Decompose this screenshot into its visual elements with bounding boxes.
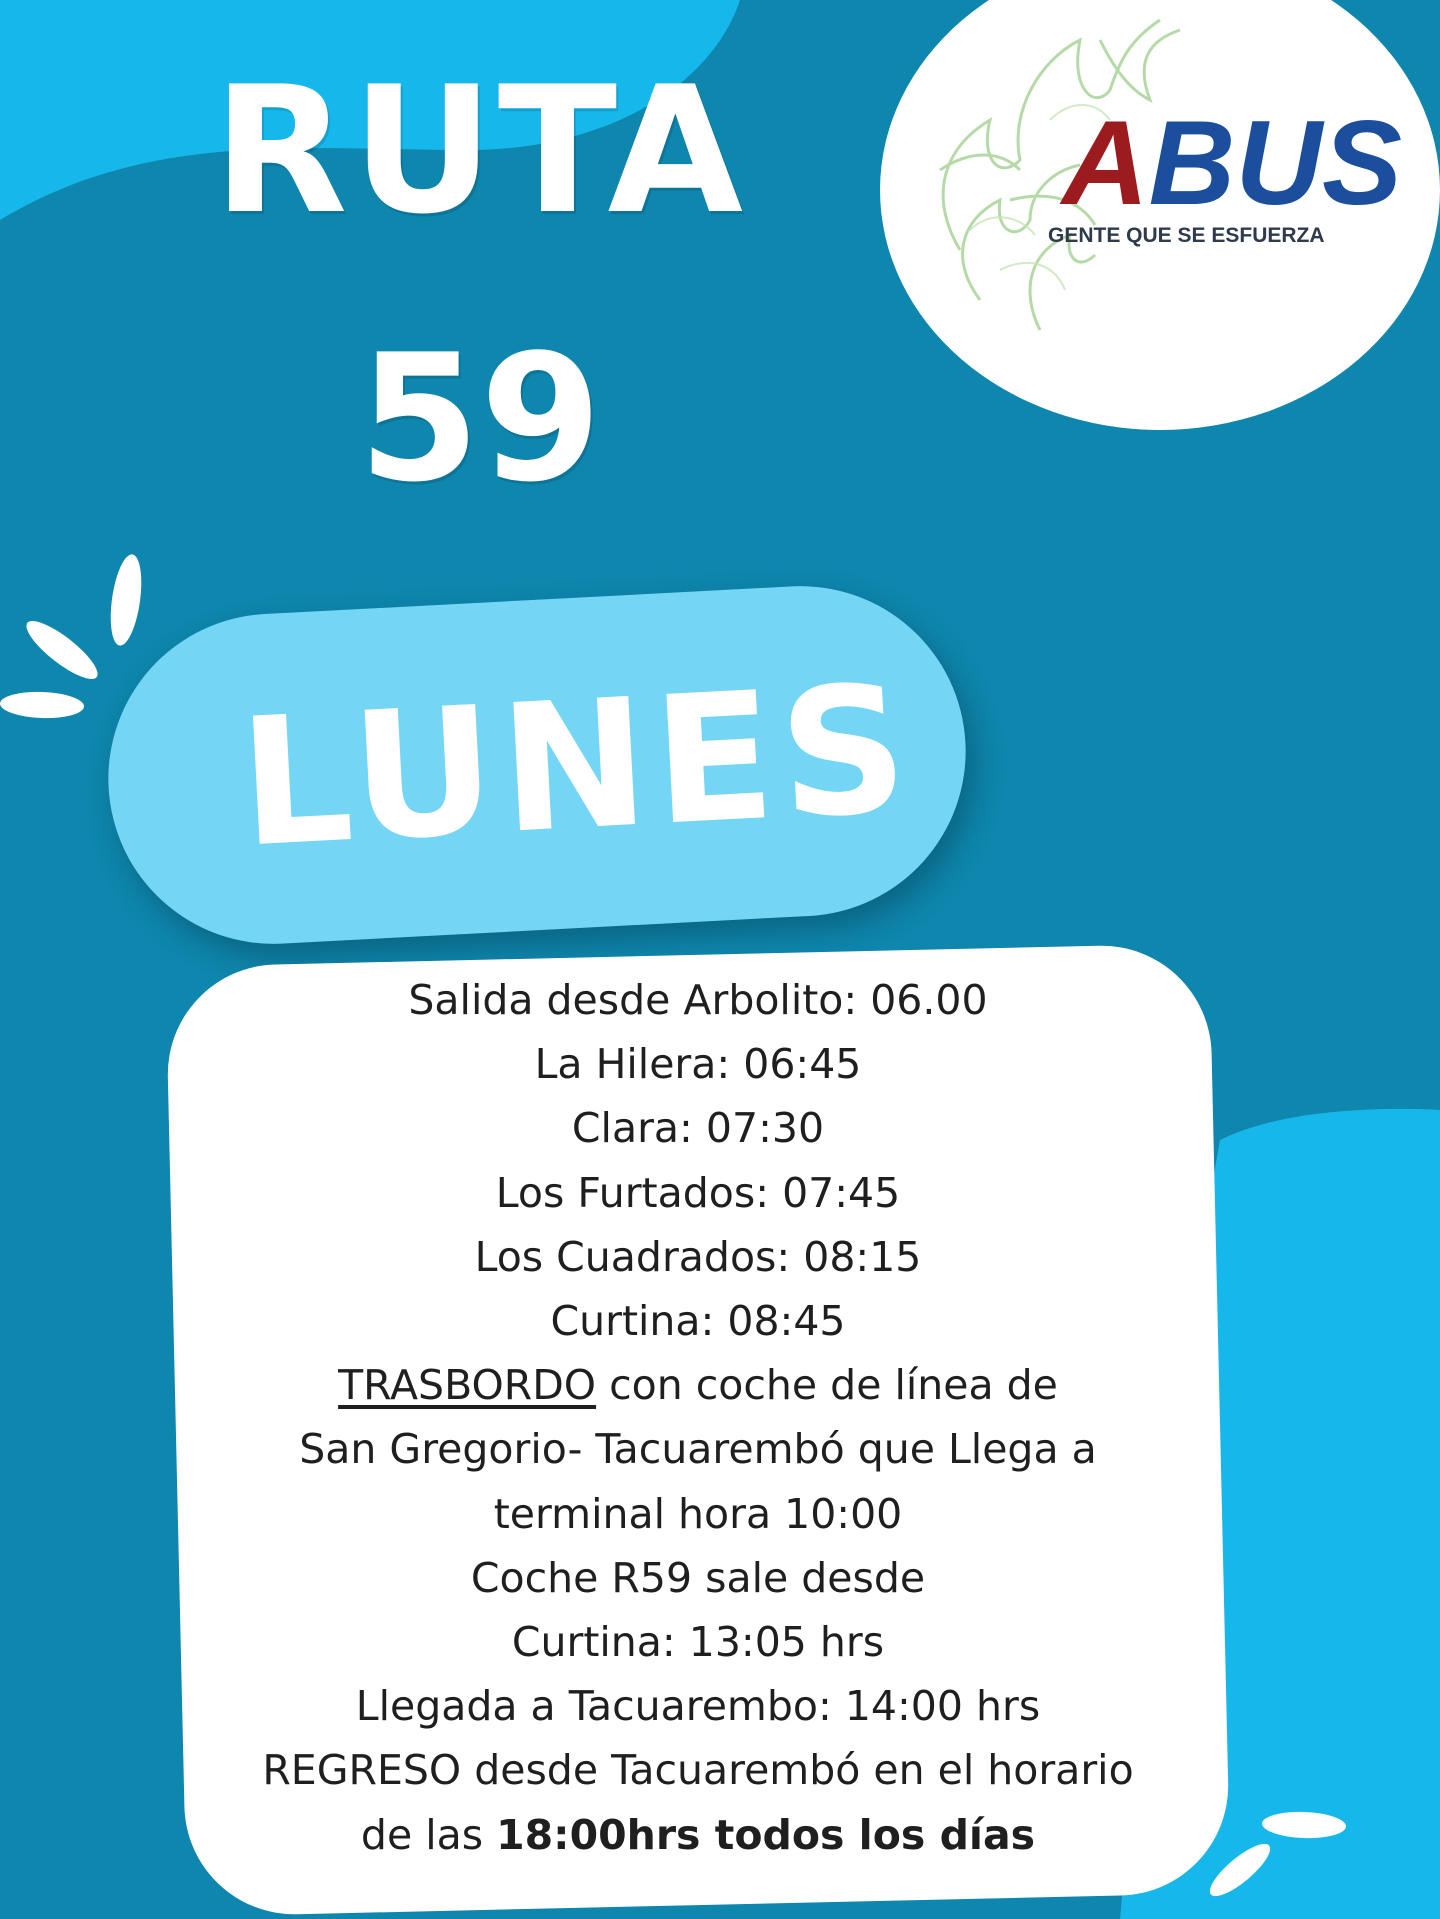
schedule-line: Curtina: 13:05 hrs <box>511 1618 885 1667</box>
brand-tagline: GENTE QUE SE ESFUERZA <box>1048 224 1325 247</box>
schedule-line: Coche R59 sale desde <box>470 1553 926 1602</box>
route-title: RUTA <box>212 50 748 253</box>
return-time-highlight: 18:00hrs todos los días <box>496 1810 1036 1859</box>
return-prefix: de las <box>360 1810 497 1859</box>
sparkle-left-icon <box>0 552 146 719</box>
schedule-line: San Gregorio- Tacuarembó que Llega a <box>299 1425 1097 1474</box>
transfer-line <box>176 1353 1220 1417</box>
transfer-text: con coche de línea de <box>596 1361 1058 1410</box>
schedule-line: Los Furtados: 07:45 <box>495 1168 901 1217</box>
schedule-line: La Hilera: 06:45 <box>534 1040 862 1089</box>
day-label: LUNES <box>234 646 918 887</box>
transfer-keyword: TRASBORDO <box>338 1361 597 1410</box>
return-time-line <box>176 1803 1220 1867</box>
schedule-line: Curtina: 08:45 <box>550 1297 846 1346</box>
schedule-line: Salida desde Arbolito: 06.00 <box>408 976 988 1024</box>
schedule-line: Llegada a Tacuarembo: 14:00 hrs <box>355 1682 1041 1731</box>
schedule-line: terminal hora 10:00 <box>493 1489 903 1538</box>
schedule-line: Clara: 07:30 <box>571 1104 825 1153</box>
brand-logo: ABUS <box>1062 96 1403 230</box>
schedule-text <box>176 968 1220 1867</box>
schedule-line: Los Cuadrados: 08:15 <box>474 1232 922 1281</box>
schedule-line: REGRESO desde Tacuarembó en el horario <box>262 1746 1134 1795</box>
route-number: 59 <box>358 318 602 521</box>
